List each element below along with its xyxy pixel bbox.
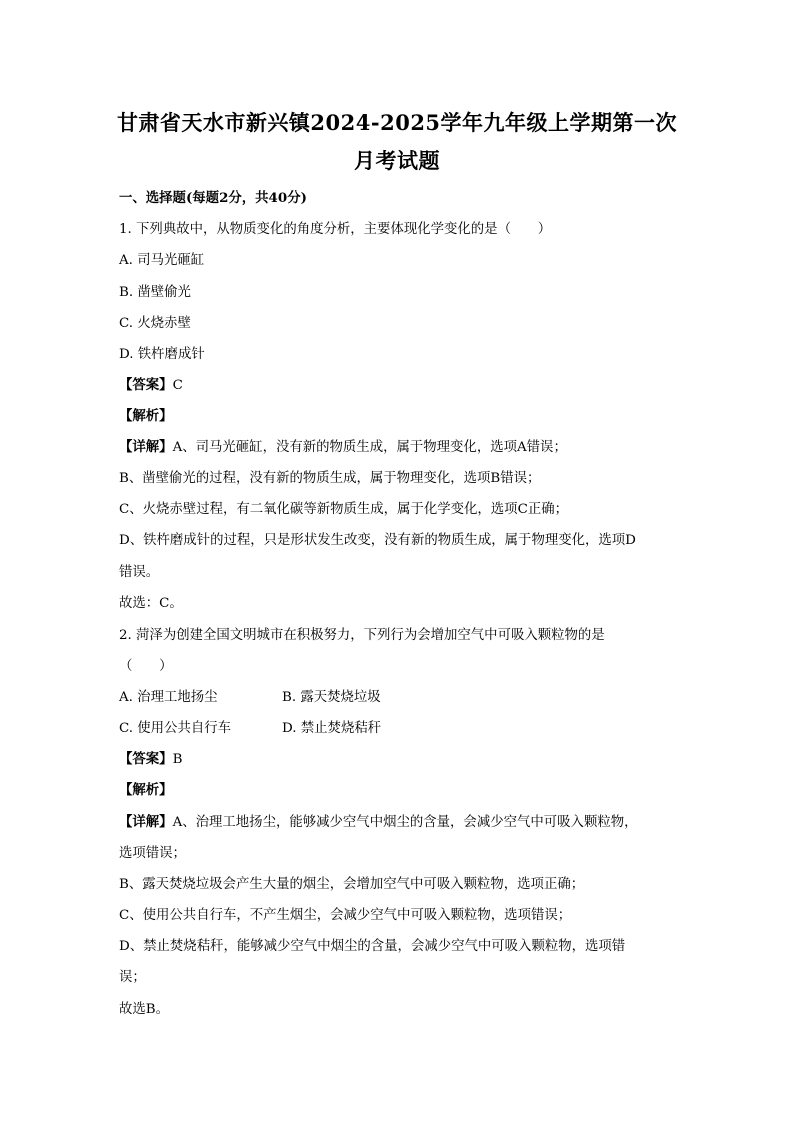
answer-label: 【答案】 — [119, 751, 173, 767]
q1-stem: 1. 下列典故中，从物质变化的角度分析，主要体现化学变化的是（ ） — [119, 222, 552, 237]
detail-text: A、司马光砸缸，没有新的物质生成，属于物理变化，选项A错误； — [172, 440, 567, 455]
q2-detail-line — [119, 811, 638, 830]
q2-detail-line: D、禁止焚烧秸秆，能够减少空气中烟尘的含量，会减少空气中可吸入颗粒物，选项错 — [119, 939, 626, 954]
q1-analysis-label: 【解析】 — [119, 408, 173, 424]
q1-answer — [119, 374, 183, 393]
answer-label: 【答案】 — [119, 377, 173, 393]
detail-label: 【详解】 — [119, 814, 173, 830]
detail-label: 【详解】 — [119, 439, 173, 455]
page-title-line1: 甘肃省天水市新兴镇2024-2025学年九年级上学期第一次 — [116, 110, 678, 135]
q1-option-c: C. 火烧赤壁 — [119, 316, 191, 331]
q2-option-d: D. 禁止焚烧秸秆 — [282, 721, 382, 736]
q1-option-d: D. 铁杵磨成针 — [119, 347, 205, 362]
q2-detail-line: 选项错误； — [119, 846, 186, 861]
answer-value: C — [172, 378, 183, 393]
q2-analysis-label: 【解析】 — [119, 782, 173, 798]
q1-option-b: B. 凿壁偷光 — [119, 285, 191, 300]
q2-detail-line: B、露天焚烧垃圾会产生大量的烟尘，会增加空气中可吸入颗粒物，选项正确； — [119, 877, 585, 892]
q2-answer — [119, 748, 182, 767]
q2-detail-line: 误； — [119, 970, 146, 985]
q1-detail-line: B、凿壁偷光的过程，没有新的物质生成，属于物理变化，选项B错误； — [119, 471, 541, 486]
q1-option-a: A. 司马光砸缸 — [119, 253, 205, 268]
q2-option-a: A. 治理工地扬尘 — [119, 690, 218, 705]
q1-detail-line: C、火烧赤壁过程，有二氧化碳等新物质生成，属于化学变化，选项C正确； — [119, 502, 568, 517]
q1-detail-line — [119, 436, 567, 455]
q2-option-c: C. 使用公共自行车 — [119, 721, 232, 736]
q1-detail-line: 错误。 — [119, 565, 160, 580]
q2-stem: 2. 菏泽为创建全国文明城市在积极努力，下列行为会增加空气中可吸入颗粒物的是 — [119, 628, 605, 643]
page-title-line2: 月考试题 — [354, 148, 440, 173]
q2-option-b: B. 露天焚烧垃圾 — [282, 690, 381, 705]
q1-detail-line: D、铁杵磨成针的过程，只是形状发生改变，没有新的物质生成，属于物理变化，选项D — [119, 533, 636, 548]
detail-text: A、治理工地扬尘，能够减少空气中烟尘的含量，会减少空气中可吸入颗粒物， — [172, 815, 638, 830]
q2-detail-line: C、使用公共自行车，不产生烟尘，会减少空气中可吸入颗粒物，选项错误； — [119, 908, 572, 923]
answer-value: B — [172, 752, 183, 767]
q2-stem-bracket: （ ） — [119, 659, 173, 674]
q1-conclusion: 故选：C。 — [119, 596, 183, 611]
section-heading: 一、选择题(每题2分，共40分) — [119, 190, 307, 206]
q2-conclusion: 故选B。 — [119, 1002, 170, 1017]
